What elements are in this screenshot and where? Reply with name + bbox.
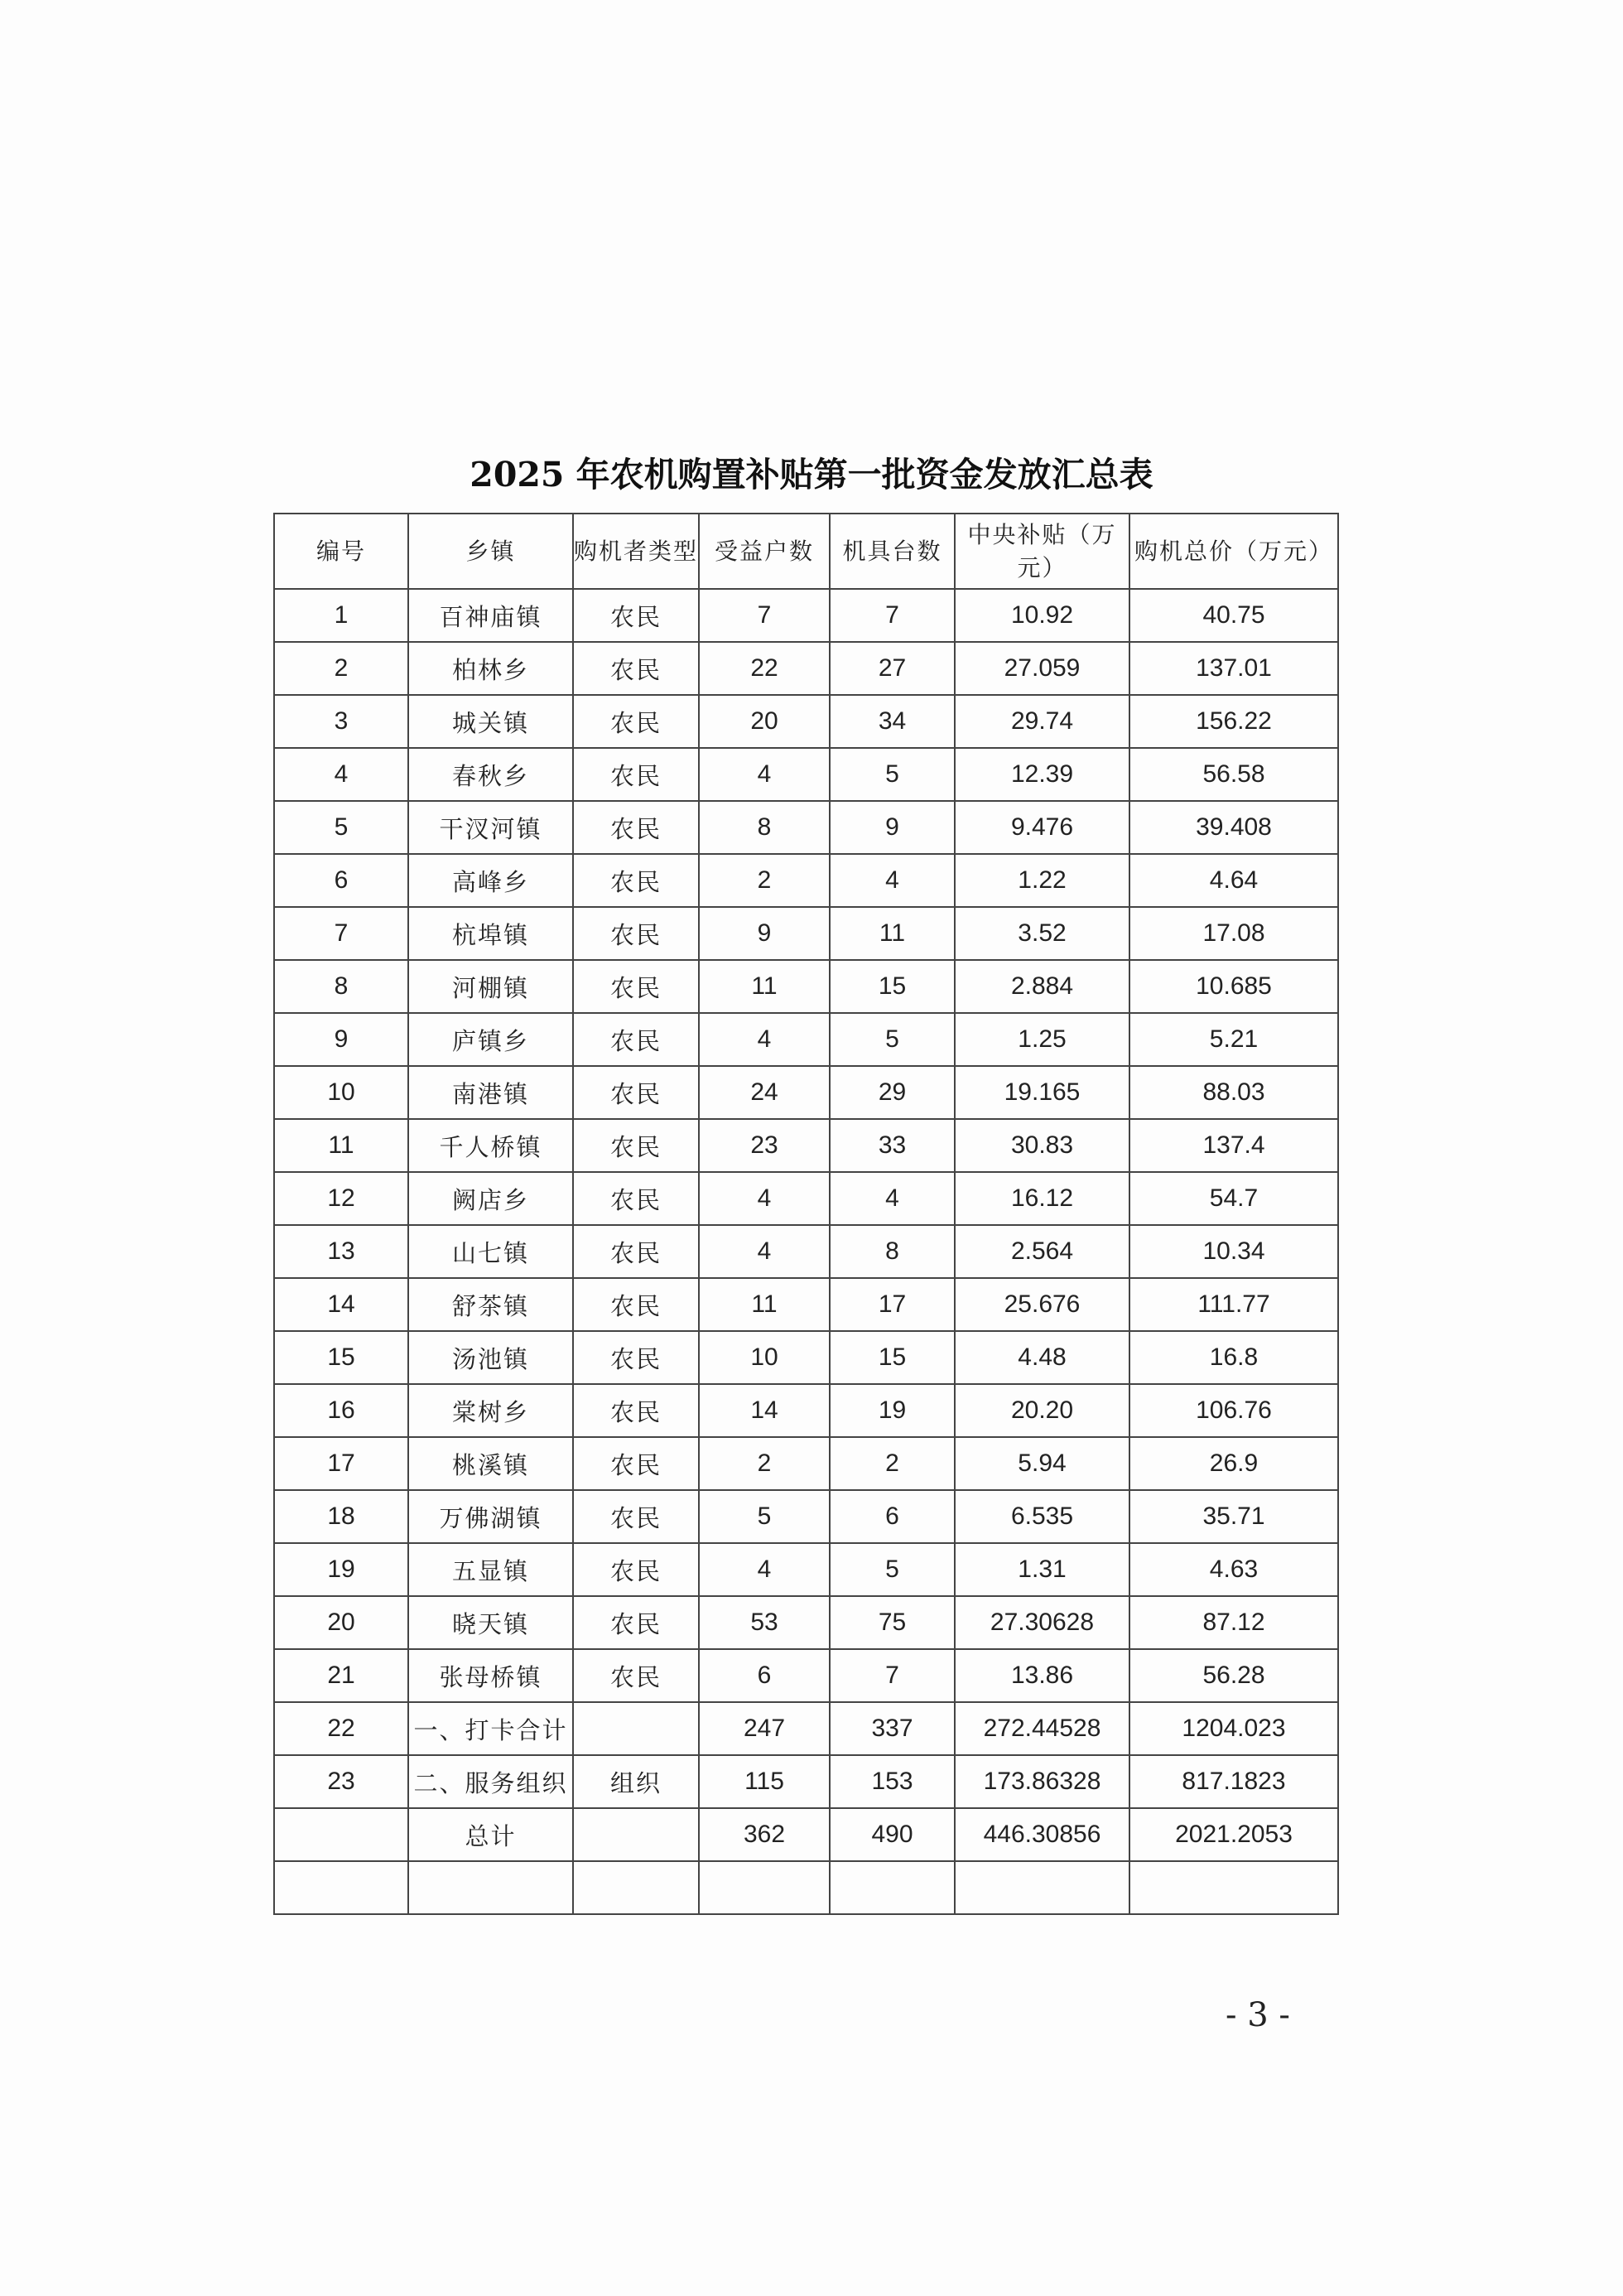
cell-households: 6 <box>699 1649 830 1702</box>
cell-total-price: 17.08 <box>1129 907 1338 960</box>
cell-buyer-type: 组织 <box>573 1755 699 1808</box>
table-row <box>274 1384 1338 1437</box>
cell-total-price: 137.01 <box>1129 642 1338 695</box>
cell-buyer-type: 农民 <box>573 1119 699 1172</box>
table-row <box>274 1861 1338 1914</box>
cell-total-price: 137.4 <box>1129 1119 1338 1172</box>
cell-households: 4 <box>699 1013 830 1066</box>
cell-households: 2 <box>699 1437 830 1490</box>
cell-township: 桃溪镇 <box>408 1437 573 1490</box>
cell-households: 7 <box>699 589 830 642</box>
cell-central-subsidy: 2.884 <box>955 960 1129 1013</box>
subsidy-summary-table <box>273 513 1339 1915</box>
cell-central-subsidy: 29.74 <box>955 695 1129 748</box>
cell-id: 16 <box>274 1384 408 1437</box>
cell-id: 20 <box>274 1596 408 1649</box>
cell-central-subsidy: 27.059 <box>955 642 1129 695</box>
cell-buyer-type: 农民 <box>573 907 699 960</box>
cell-central-subsidy: 13.86 <box>955 1649 1129 1702</box>
cell-township: 高峰乡 <box>408 854 573 907</box>
cell-township: 杭埠镇 <box>408 907 573 960</box>
cell-buyer-type: 农民 <box>573 1225 699 1278</box>
cell-central-subsidy: 173.86328 <box>955 1755 1129 1808</box>
cell-total-price: 39.408 <box>1129 801 1338 854</box>
cell-machines: 75 <box>830 1596 955 1649</box>
cell-total-price: 106.76 <box>1129 1384 1338 1437</box>
cell-buyer-type: 农民 <box>573 1278 699 1331</box>
cell-total-price: 54.7 <box>1129 1172 1338 1225</box>
cell-buyer-type: 农民 <box>573 589 699 642</box>
table-row <box>274 589 1338 642</box>
table-row <box>274 1066 1338 1119</box>
cell-households: 8 <box>699 801 830 854</box>
cell-id: 11 <box>274 1119 408 1172</box>
cell-township: 阙店乡 <box>408 1172 573 1225</box>
table-row <box>274 695 1338 748</box>
cell-id: 10 <box>274 1066 408 1119</box>
cell-machines: 490 <box>830 1808 955 1861</box>
cell-central-subsidy: 3.52 <box>955 907 1129 960</box>
table-row <box>274 1543 1338 1596</box>
cell-central-subsidy: 12.39 <box>955 748 1129 801</box>
cell-central-subsidy: 6.535 <box>955 1490 1129 1543</box>
cell-households: 23 <box>699 1119 830 1172</box>
cell-township: 汤池镇 <box>408 1331 573 1384</box>
cell-central-subsidy: 2.564 <box>955 1225 1129 1278</box>
cell-central-subsidy: 20.20 <box>955 1384 1129 1437</box>
cell-township: 棠树乡 <box>408 1384 573 1437</box>
cell-id: 23 <box>274 1755 408 1808</box>
cell-households: 4 <box>699 1172 830 1225</box>
cell-buyer-type: 农民 <box>573 854 699 907</box>
header-township: 乡镇 <box>408 514 573 589</box>
cell-households: 2 <box>699 854 830 907</box>
table-row <box>274 1490 1338 1543</box>
page-number: - 3 - <box>1226 1996 1290 2034</box>
cell-machines: 153 <box>830 1755 955 1808</box>
cell-buyer-type <box>573 1702 699 1755</box>
cell-central-subsidy: 1.22 <box>955 854 1129 907</box>
cell-buyer-type: 农民 <box>573 1649 699 1702</box>
cell-id: 21 <box>274 1649 408 1702</box>
cell-id: 4 <box>274 748 408 801</box>
cell-central-subsidy: 30.83 <box>955 1119 1129 1172</box>
table-row <box>274 1596 1338 1649</box>
cell-township: 五显镇 <box>408 1543 573 1596</box>
cell-township: 山七镇 <box>408 1225 573 1278</box>
cell-id: 3 <box>274 695 408 748</box>
cell-id: 15 <box>274 1331 408 1384</box>
cell-township: 舒茶镇 <box>408 1278 573 1331</box>
cell-machines: 15 <box>830 1331 955 1384</box>
cell-township: 一、打卡合计 <box>408 1702 573 1755</box>
cell-households: 10 <box>699 1331 830 1384</box>
cell-total-price: 56.28 <box>1129 1649 1338 1702</box>
cell-central-subsidy: 9.476 <box>955 801 1129 854</box>
cell-id <box>274 1808 408 1861</box>
cell-buyer-type: 农民 <box>573 801 699 854</box>
cell-machines: 33 <box>830 1119 955 1172</box>
cell-machines: 2 <box>830 1437 955 1490</box>
cell-id: 7 <box>274 907 408 960</box>
cell-central-subsidy: 1.25 <box>955 1013 1129 1066</box>
table-row <box>274 801 1338 854</box>
cell-buyer-type: 农民 <box>573 1384 699 1437</box>
cell-buyer-type: 农民 <box>573 1066 699 1119</box>
cell-central-subsidy: 10.92 <box>955 589 1129 642</box>
cell-buyer-type: 农民 <box>573 1331 699 1384</box>
cell-total-price: 4.63 <box>1129 1543 1338 1596</box>
cell-id: 14 <box>274 1278 408 1331</box>
cell-central-subsidy: 5.94 <box>955 1437 1129 1490</box>
cell-buyer-type: 农民 <box>573 695 699 748</box>
cell-township: 河棚镇 <box>408 960 573 1013</box>
cell-id: 19 <box>274 1543 408 1596</box>
header-buyer-type: 购机者类型 <box>573 514 699 589</box>
header-households: 受益户数 <box>699 514 830 589</box>
cell-township: 干汊河镇 <box>408 801 573 854</box>
cell-total-price: 10.685 <box>1129 960 1338 1013</box>
cell-township: 总计 <box>408 1808 573 1861</box>
cell-machines: 9 <box>830 801 955 854</box>
header-central-subsidy: 中央补贴（万元） <box>955 514 1129 589</box>
cell-township: 万佛湖镇 <box>408 1490 573 1543</box>
cell-central-subsidy: 16.12 <box>955 1172 1129 1225</box>
cell-buyer-type: 农民 <box>573 642 699 695</box>
cell-households: 24 <box>699 1066 830 1119</box>
cell-total-price: 26.9 <box>1129 1437 1338 1490</box>
cell-township: 城关镇 <box>408 695 573 748</box>
header-machines: 机具台数 <box>830 514 955 589</box>
cell-township: 柏林乡 <box>408 642 573 695</box>
cell-id: 17 <box>274 1437 408 1490</box>
cell-households: 11 <box>699 960 830 1013</box>
cell-households: 4 <box>699 1225 830 1278</box>
header-id: 编号 <box>274 514 408 589</box>
cell-total-price: 817.1823 <box>1129 1755 1338 1808</box>
cell-total-price: 156.22 <box>1129 695 1338 748</box>
cell-machines: 4 <box>830 1172 955 1225</box>
table-row <box>274 1649 1338 1702</box>
cell-township <box>408 1861 573 1914</box>
cell-central-subsidy <box>955 1861 1129 1914</box>
cell-id: 5 <box>274 801 408 854</box>
cell-total-price: 87.12 <box>1129 1596 1338 1649</box>
table-row <box>274 1808 1338 1861</box>
cell-central-subsidy: 1.31 <box>955 1543 1129 1596</box>
cell-id: 1 <box>274 589 408 642</box>
cell-id: 18 <box>274 1490 408 1543</box>
table-row <box>274 642 1338 695</box>
cell-machines: 6 <box>830 1490 955 1543</box>
cell-households: 4 <box>699 748 830 801</box>
table-row <box>274 1755 1338 1808</box>
cell-machines: 27 <box>830 642 955 695</box>
cell-id <box>274 1861 408 1914</box>
cell-total-price: 56.58 <box>1129 748 1338 801</box>
table-row <box>274 907 1338 960</box>
cell-total-price: 40.75 <box>1129 589 1338 642</box>
cell-households: 9 <box>699 907 830 960</box>
cell-buyer-type <box>573 1808 699 1861</box>
cell-machines: 15 <box>830 960 955 1013</box>
cell-machines: 337 <box>830 1702 955 1755</box>
cell-township: 庐镇乡 <box>408 1013 573 1066</box>
table-row <box>274 1278 1338 1331</box>
cell-buyer-type: 农民 <box>573 1490 699 1543</box>
cell-households: 14 <box>699 1384 830 1437</box>
cell-id: 8 <box>274 960 408 1013</box>
cell-households: 53 <box>699 1596 830 1649</box>
cell-central-subsidy: 272.44528 <box>955 1702 1129 1755</box>
cell-households <box>699 1861 830 1914</box>
cell-buyer-type: 农民 <box>573 1437 699 1490</box>
cell-township: 二、服务组织 <box>408 1755 573 1808</box>
cell-buyer-type: 农民 <box>573 1543 699 1596</box>
cell-households: 362 <box>699 1808 830 1861</box>
table-row <box>274 854 1338 907</box>
cell-households: 5 <box>699 1490 830 1543</box>
table-row <box>274 1013 1338 1066</box>
table-body <box>274 589 1338 1914</box>
cell-buyer-type: 农民 <box>573 748 699 801</box>
cell-township: 晓天镇 <box>408 1596 573 1649</box>
cell-buyer-type <box>573 1861 699 1914</box>
cell-total-price: 10.34 <box>1129 1225 1338 1278</box>
cell-machines: 19 <box>830 1384 955 1437</box>
cell-machines: 4 <box>830 854 955 907</box>
cell-machines: 5 <box>830 1543 955 1596</box>
cell-township: 百神庙镇 <box>408 589 573 642</box>
cell-central-subsidy: 19.165 <box>955 1066 1129 1119</box>
cell-id: 13 <box>274 1225 408 1278</box>
cell-township: 张母桥镇 <box>408 1649 573 1702</box>
cell-total-price: 111.77 <box>1129 1278 1338 1331</box>
table-row <box>274 1172 1338 1225</box>
cell-machines: 11 <box>830 907 955 960</box>
cell-total-price: 5.21 <box>1129 1013 1338 1066</box>
cell-households: 247 <box>699 1702 830 1755</box>
cell-central-subsidy: 446.30856 <box>955 1808 1129 1861</box>
table-row <box>274 748 1338 801</box>
table-row <box>274 960 1338 1013</box>
table-row <box>274 1702 1338 1755</box>
table-row <box>274 1437 1338 1490</box>
cell-township: 千人桥镇 <box>408 1119 573 1172</box>
cell-total-price <box>1129 1861 1338 1914</box>
cell-central-subsidy: 25.676 <box>955 1278 1129 1331</box>
cell-machines: 8 <box>830 1225 955 1278</box>
cell-total-price: 1204.023 <box>1129 1702 1338 1755</box>
document-title: 2025 年农机购置补贴第一批资金发放汇总表 <box>470 455 1153 494</box>
cell-id: 9 <box>274 1013 408 1066</box>
cell-machines: 17 <box>830 1278 955 1331</box>
cell-id: 2 <box>274 642 408 695</box>
cell-id: 6 <box>274 854 408 907</box>
cell-total-price: 16.8 <box>1129 1331 1338 1384</box>
cell-township: 春秋乡 <box>408 748 573 801</box>
cell-machines: 7 <box>830 1649 955 1702</box>
cell-total-price: 35.71 <box>1129 1490 1338 1543</box>
table-row <box>274 1331 1338 1384</box>
cell-buyer-type: 农民 <box>573 1013 699 1066</box>
table-row <box>274 1119 1338 1172</box>
cell-buyer-type: 农民 <box>573 960 699 1013</box>
table-header-row <box>274 514 1338 589</box>
header-total-price: 购机总价（万元） <box>1129 514 1338 589</box>
cell-households: 20 <box>699 695 830 748</box>
cell-machines <box>830 1861 955 1914</box>
cell-total-price: 88.03 <box>1129 1066 1338 1119</box>
cell-buyer-type: 农民 <box>573 1172 699 1225</box>
cell-households: 22 <box>699 642 830 695</box>
table-row <box>274 1225 1338 1278</box>
cell-id: 22 <box>274 1702 408 1755</box>
cell-machines: 29 <box>830 1066 955 1119</box>
cell-households: 115 <box>699 1755 830 1808</box>
cell-total-price: 2021.2053 <box>1129 1808 1338 1861</box>
cell-central-subsidy: 4.48 <box>955 1331 1129 1384</box>
cell-households: 4 <box>699 1543 830 1596</box>
cell-buyer-type: 农民 <box>573 1596 699 1649</box>
cell-township: 南港镇 <box>408 1066 573 1119</box>
cell-machines: 7 <box>830 589 955 642</box>
cell-machines: 34 <box>830 695 955 748</box>
cell-machines: 5 <box>830 1013 955 1066</box>
cell-machines: 5 <box>830 748 955 801</box>
cell-total-price: 4.64 <box>1129 854 1338 907</box>
cell-households: 11 <box>699 1278 830 1331</box>
cell-id: 12 <box>274 1172 408 1225</box>
cell-central-subsidy: 27.30628 <box>955 1596 1129 1649</box>
